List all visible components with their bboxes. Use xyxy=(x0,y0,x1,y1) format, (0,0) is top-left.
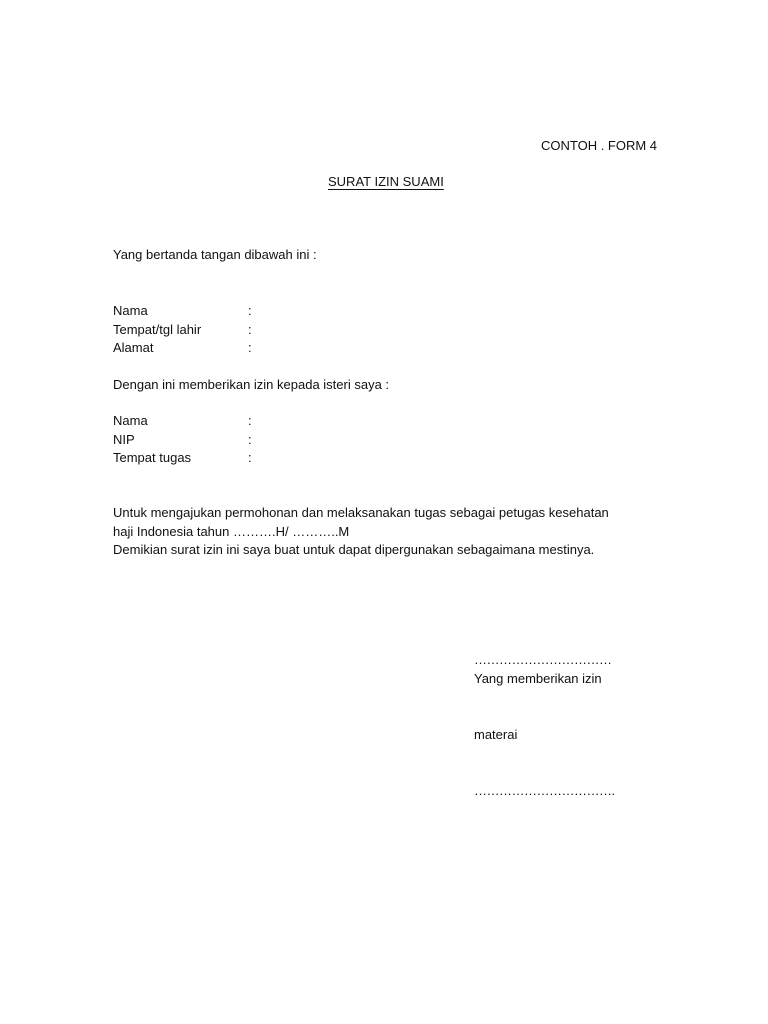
signature-giver-label: Yang memberikan izin xyxy=(474,671,602,686)
husband-intro: Yang bertanda tangan dibawah ini : xyxy=(113,247,317,262)
field-colon: : xyxy=(248,450,252,465)
body-line: Untuk mengajukan permohonan dan melaksanakan tugas sebagai petugas kesehatan xyxy=(113,505,609,520)
signature-name-line: ……………………………. xyxy=(474,783,615,798)
body-line: Demikian surat izin ini saya buat untuk dapat dipergunakan sebagaimana mestinya. xyxy=(113,542,595,557)
field-label: Tempat/tgl lahir xyxy=(113,321,202,337)
field-colon: : xyxy=(248,321,252,337)
field-label: NIP xyxy=(113,431,135,447)
field-colon: : xyxy=(248,303,252,318)
body-paragraph xyxy=(113,504,673,560)
field-label: Tempat tugas xyxy=(113,450,192,465)
stamp-label: materai xyxy=(474,727,518,742)
wife-intro: Dengan ini memberikan izin kepada isteri saya : xyxy=(113,377,390,392)
signature-date-line: …………………………… xyxy=(474,652,612,667)
field-label: Nama xyxy=(113,303,148,318)
document-title: SURAT IZIN SUAMI xyxy=(328,174,444,189)
body-line: haji Indonesia tahun ……….H/ ………..M xyxy=(113,523,350,539)
field-colon: : xyxy=(248,431,252,447)
form-label: CONTOH . FORM 4 xyxy=(541,138,658,153)
field-colon: : xyxy=(248,340,252,355)
field-label: Alamat xyxy=(113,340,154,355)
field-label: Nama xyxy=(113,413,148,428)
field-colon: : xyxy=(248,413,252,428)
